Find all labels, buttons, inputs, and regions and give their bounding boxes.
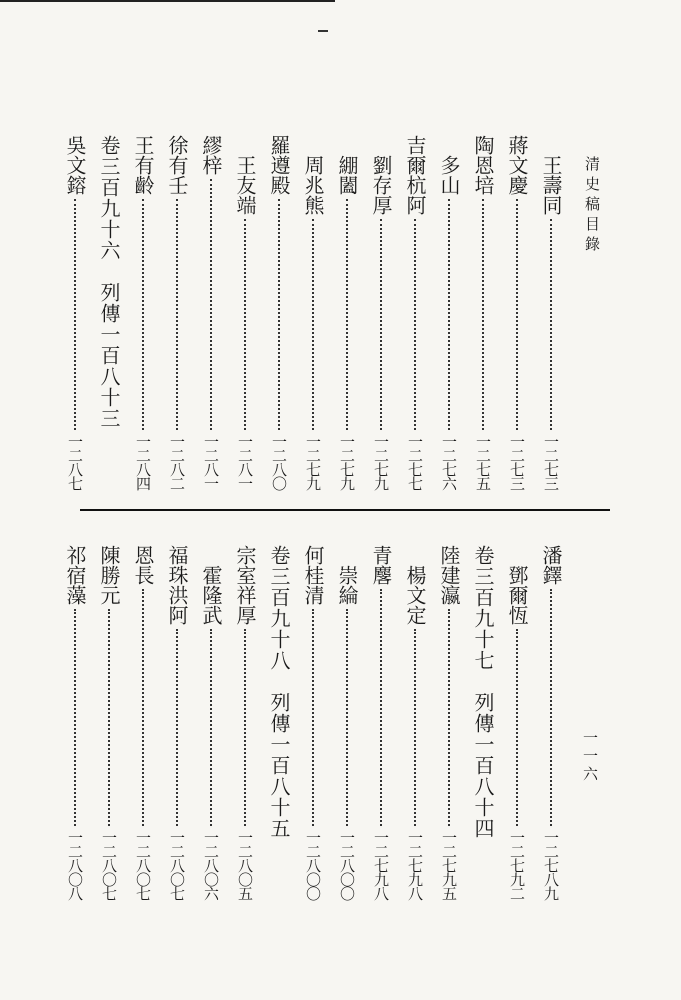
leader-dots: [380, 219, 382, 430]
toc-entry: [129, 135, 157, 490]
leader-dots: [550, 589, 552, 826]
entry-name: 蔣文慶: [505, 135, 529, 195]
leader-dots: [142, 589, 144, 826]
leader-dots: [176, 199, 178, 430]
toc-entry: [61, 545, 89, 900]
toc-entry: [231, 155, 259, 490]
entry-page-number: 一二八〇六: [202, 830, 220, 900]
toc-entry: [197, 135, 225, 490]
entry-name: 鄧爾恆: [505, 565, 529, 625]
volume-title: 卷三百九十八 列傳一百八十五: [267, 545, 291, 839]
leader-dots: [278, 199, 280, 430]
running-header: 清史稿目錄: [583, 156, 601, 256]
entry-page-number: 一二七九五: [440, 830, 458, 900]
entry-page-number: 一二八一: [202, 434, 220, 490]
toc-entry: [537, 155, 565, 490]
toc-entry: [95, 545, 123, 900]
entry-page-number: 一二七九: [304, 434, 322, 490]
leader-dots: [312, 219, 314, 430]
entry-page-number: 一二八〇: [270, 434, 288, 490]
toc-entry: [299, 545, 327, 900]
entry-name: 宗室祥厚: [233, 545, 257, 625]
entry-name: 霍隆武: [199, 565, 223, 625]
entry-name: 羅遵殿: [267, 135, 291, 195]
toc-entry: [367, 155, 395, 490]
entry-name: 周兆熊: [301, 155, 325, 215]
top-rule: [0, 0, 335, 2]
entry-page-number: 一二七五: [474, 434, 492, 490]
entry-page-number: 一二七三: [508, 434, 526, 490]
leader-dots: [210, 179, 212, 430]
toc-entry: [333, 155, 361, 490]
leader-dots: [448, 609, 450, 826]
leader-dots: [346, 609, 348, 826]
entry-page-number: 一二八〇八: [66, 830, 84, 900]
leader-dots: [74, 199, 76, 430]
entry-page-number: 一二七六: [440, 434, 458, 490]
entry-page-number: 一二八一: [236, 434, 254, 490]
entry-name: 青麐: [369, 545, 393, 585]
entry-page-number: 一二七七: [406, 434, 424, 490]
toc-entry: [61, 135, 89, 490]
leader-dots: [346, 199, 348, 430]
entry-page-number: 一二八〇五: [236, 830, 254, 900]
entry-page-number: 一二八〇〇: [304, 830, 322, 900]
entry-name: 多山: [437, 155, 461, 195]
leader-dots: [312, 609, 314, 826]
entry-name: 徐有壬: [165, 135, 189, 195]
volume-heading: [469, 545, 497, 900]
top-mark: [318, 30, 328, 32]
leader-dots: [448, 199, 450, 430]
leader-dots: [244, 629, 246, 826]
entry-page-number: 一二八〇七: [100, 830, 118, 900]
entry-name: 吉爾杭阿: [403, 135, 427, 215]
leader-dots: [414, 629, 416, 826]
leader-dots: [142, 199, 144, 430]
entry-page-number: 一二七九八: [372, 830, 390, 900]
toc-entry: [333, 565, 361, 900]
section-divider: [80, 509, 610, 511]
volume-heading: [95, 135, 123, 490]
leader-dots: [210, 629, 212, 826]
toc-entry: [401, 565, 429, 900]
entry-name: 潘鐸: [539, 545, 563, 585]
volume-title: 卷三百九十七 列傳一百八十四: [471, 545, 495, 839]
leader-dots: [108, 609, 110, 826]
entry-page-number: 一二八〇七: [134, 830, 152, 900]
entry-name: 福珠洪阿: [165, 545, 189, 625]
leader-dots: [516, 199, 518, 430]
entry-page-number: 一二七八九: [542, 830, 560, 900]
leader-dots: [516, 629, 518, 826]
entry-name: 陸建瀛: [437, 545, 461, 605]
page-number: 一一六: [581, 730, 599, 784]
entry-name: 繆梓: [199, 135, 223, 175]
leader-dots: [74, 609, 76, 826]
toc-entry: [469, 135, 497, 490]
entry-name: 綳闔: [335, 155, 359, 195]
entry-name: 何桂清: [301, 545, 325, 605]
toc-entry: [435, 155, 463, 490]
toc-entry: [435, 545, 463, 900]
entry-page-number: 一二七九二: [508, 830, 526, 900]
toc-entry: [401, 135, 429, 490]
toc-entry: [367, 545, 395, 900]
volume-heading: [265, 545, 293, 900]
entry-page-number: 一二七九: [372, 434, 390, 490]
entry-name: 王有齡: [131, 135, 155, 195]
entry-page-number: 一二八七: [66, 434, 84, 490]
entry-name: 陶恩培: [471, 135, 495, 195]
leader-dots: [482, 199, 484, 430]
entry-name: 楊文定: [403, 565, 427, 625]
entry-page-number: 一二八四: [134, 434, 152, 490]
entry-name: 恩長: [131, 545, 155, 585]
toc-entry: [197, 565, 225, 900]
entry-name: 吳文鎔: [63, 135, 87, 195]
entry-name: 祁宿藻: [63, 545, 87, 605]
entry-page-number: 一二八二: [168, 434, 186, 490]
entry-name: 陳勝元: [97, 545, 121, 605]
toc-entry: [503, 135, 531, 490]
entry-name: 王壽同: [539, 155, 563, 215]
entry-name: 劉存厚: [369, 155, 393, 215]
entry-name: 王友端: [233, 155, 257, 215]
entry-page-number: 一二七三: [542, 434, 560, 490]
leader-dots: [414, 219, 416, 430]
leader-dots: [176, 629, 178, 826]
toc-entry: [129, 545, 157, 900]
toc-entry: [265, 135, 293, 490]
leader-dots: [550, 219, 552, 430]
entry-page-number: 一二八〇七: [168, 830, 186, 900]
entry-page-number: 一二七九八: [406, 830, 424, 900]
toc-entry: [163, 135, 191, 490]
entry-name: 崇綸: [335, 565, 359, 605]
toc-entry: [503, 565, 531, 900]
toc-entry: [163, 545, 191, 900]
leader-dots: [244, 219, 246, 430]
entry-page-number: 一二七九: [338, 434, 356, 490]
toc-entry: [299, 155, 327, 490]
leader-dots: [380, 589, 382, 826]
toc-entry: [231, 545, 259, 900]
entry-page-number: 一二八〇〇: [338, 830, 356, 900]
volume-title: 卷三百九十六 列傳一百八十三: [97, 135, 121, 429]
toc-entry: [537, 545, 565, 900]
